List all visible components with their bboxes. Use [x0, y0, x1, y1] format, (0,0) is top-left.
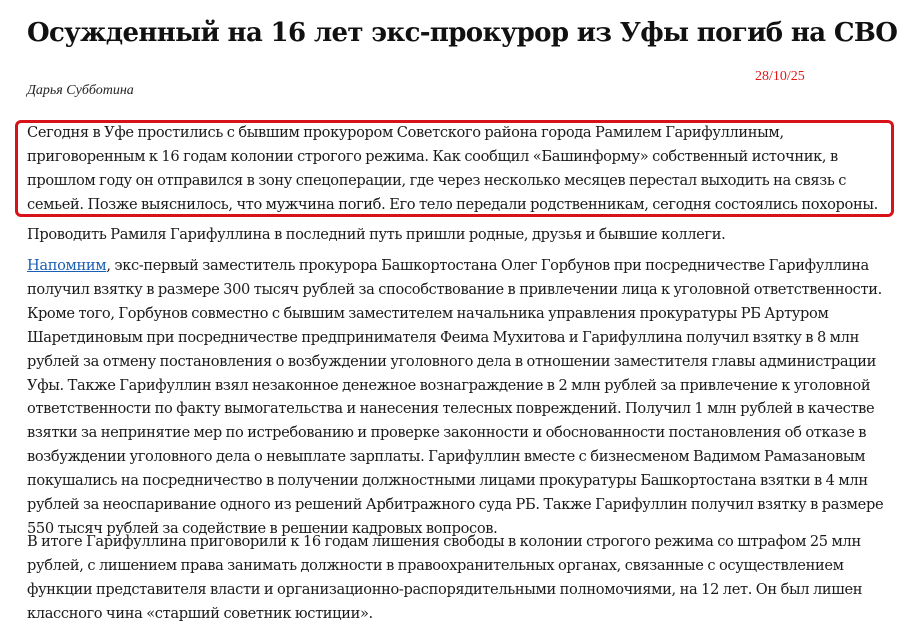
paragraph-line: Уфы. Также Гарифуллин взял незаконное денежное вознаграждение в 2 млн рублей за привлечение к уголовной — [27, 376, 871, 394]
article-title: Осужденный на 16 лет экс-прокурор из Уфы погиб на СВО — [27, 18, 898, 48]
paragraph-line: классного чина «старший советник юстиции». — [27, 604, 373, 622]
lead-line: приговоренным к 16 годам колонии строгого режима. Как сообщил «Башинформу» собственный источник, в — [27, 147, 838, 165]
paragraph-line: 550 тысяч рублей за содействие в решении кадровых вопросов. — [27, 519, 498, 537]
paragraph-line: ответственности по факту вымогательства и нанесения телесных повреждений. Получил 1 млн рублей в качестве — [27, 400, 875, 418]
paragraph-case-details — [27, 254, 897, 541]
paragraph-sentence — [27, 530, 897, 626]
reminder-link[interactable]: Напомним — [27, 257, 107, 274]
paragraph-line: рублей за неоспаривание одного из решений Арбитражного суда РБ. Также Гарифуллин получил взятку в размере — [27, 496, 884, 514]
lead-line: Сегодня в Уфе простились с бывшим прокурором Советского района города Рамилем Гарифуллиным, — [27, 124, 784, 141]
paragraph-line: покушались на посредничество в получении должностными лицами прокуратуры Башкортостана взятки в 4 млн — [27, 472, 868, 490]
lead-line: семьей. Позже выяснилось, что мужчина погиб. Его тело передали родственникам, сегодня состоялись похороны. — [27, 195, 878, 213]
paragraph-line: рублей, с лишением права занимать должности в правоохранительных органах, связанные с осуществлением — [27, 556, 844, 574]
paragraph-line: получил взятку в размере 300 тысяч рублей за способствование в привлечении лица к уголовной ответственности. — [27, 280, 882, 298]
paragraph-line: В итоге Гарифуллина приговорили к 16 годам лишения свободы в колонии строгого режима со штрафом 25 млн — [27, 533, 861, 550]
paragraph-text: , экс-первый заместитель прокурора Башкортостана Олег Горбунов при посредничестве Гарифуллина — [106, 257, 869, 274]
paragraph-mourners — [27, 223, 897, 247]
paragraph-line: рублей за отмену постановления о возбуждении уголовного дела в отношении заместителя главы администрации — [27, 352, 876, 370]
paragraph-line: возбуждении уголовного дела о невыплате зарплаты. Гарифуллин вместе с бизнесменом Вадимом Рамазановым — [27, 448, 866, 466]
lead-paragraph — [27, 121, 897, 217]
paragraph-line: Кроме того, Горбунов совместно с бывшим заместителем начальника управления прокуратуры РБ Артуром — [27, 304, 829, 322]
paragraph-line: взятки за непринятие мер по истребованию и проверке законности и обоснованности постановления об отказе в — [27, 424, 867, 442]
paragraph-line: функции представителя власти и организационно-распорядительными полномочиями, на 12 лет. Он был лишен — [27, 580, 863, 598]
lead-line: прошлом году он отправился в зону спецоперации, где через несколько месяцев перестал выходить на связь с — [27, 171, 847, 189]
article-date: 28/10/25 — [755, 69, 805, 84]
paragraph-line — [27, 254, 897, 278]
paragraph-line: Шаретдиновым при посредничестве предпринимателя Феима Мухитова и Гарифуллина получил взятку в 8 млн — [27, 328, 859, 346]
paragraph-line: Проводить Рамиля Гарифуллина в последний путь пришли родные, друзья и бывшие коллеги. — [27, 226, 726, 243]
article-author: Дарья Субботина — [27, 83, 134, 98]
